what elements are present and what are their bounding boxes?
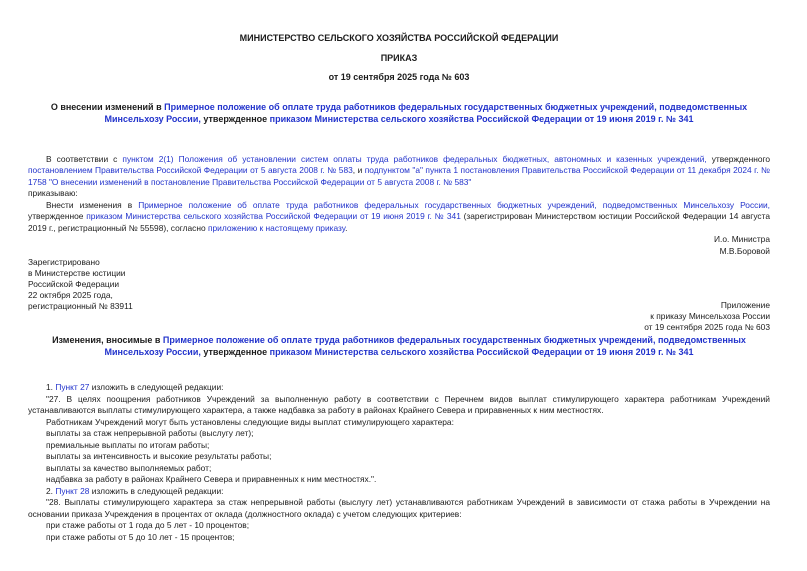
doc-text: , и — [352, 165, 365, 175]
registration-line: Российской Федерации — [28, 279, 120, 289]
doc-text: премиальные выплаты по итогам работы; — [46, 439, 210, 450]
doc-title — [28, 101, 770, 126]
registration-line: Зарегистрировано — [28, 257, 100, 267]
amendment-paragraph — [28, 520, 770, 532]
doc-link[interactable]: приказом Министерства сельского хозяйства Российской Федерации от 19 июня 2019 г. № 341 — [86, 211, 461, 221]
doc-link[interactable]: приказом Министерства сельского хозяйства Российской Федерации от 19 июня 2019 г. № 341 — [269, 346, 694, 357]
appendix-note-block — [28, 300, 770, 333]
doc-text: Работникам Учреждений могут быть установлены следующие виды выплат стимулирующего характера: — [46, 416, 454, 427]
amendment-paragraph — [28, 497, 770, 520]
amendments-section — [28, 382, 770, 543]
doc-link[interactable]: приложению к настоящему приказу — [207, 222, 346, 233]
doc-text: Внести изменения в — [46, 199, 139, 210]
doc-text: 1. — [46, 382, 56, 392]
doc-text: надбавка за работу в районах Крайнего Севера и приравненных к ним местностях.". — [46, 474, 377, 484]
doc-text: "28. Выплаты стимулирующего характера за стаж непрерывной работы (выслугу лет) устанавливаются работникам Учреждений в зависимости от стажа работы в Учреждении на основании приказа Учреждения в процентах от оклада (должностного оклада) с учетом следующих критериев: — [28, 497, 770, 519]
amendment-paragraph — [28, 474, 770, 486]
amendment-paragraph — [28, 382, 770, 394]
doc-text: О внесении изменений в — [50, 101, 165, 112]
doc-text: В соответствии с — [46, 153, 123, 164]
doc-ministry-title: МИНИСТЕРСТВО СЕЛЬСКОГО ХОЗЯЙСТВА РОССИЙСКОЙ ФЕДЕРАЦИИ — [239, 33, 559, 43]
registration-line: в Министерстве юстиции — [28, 268, 126, 278]
appendix-note-line: к приказу Минсельхоза России — [650, 311, 770, 321]
doc-text: Изменения, вносимые в — [52, 335, 163, 345]
doc-text: при стаже работы от 1 года до 5 лет - 10 процентов; — [46, 520, 250, 530]
appendix-note-line: от 19 сентября 2025 года № 603 — [644, 322, 770, 332]
appendix-note-line: Приложение — [720, 300, 770, 310]
amendment-paragraph — [28, 451, 770, 463]
preamble-paragraph — [28, 154, 770, 189]
registration-line: регистрационный № 83911 — [28, 301, 133, 311]
doc-text: выплаты за интенсивность и высокие результаты работы; — [46, 451, 272, 461]
doc-text: утвержденное — [200, 114, 270, 124]
doc-text: 2. — [46, 485, 56, 496]
order-paragraph — [28, 200, 770, 235]
decree-word: приказываю: — [28, 188, 78, 198]
doc-link[interactable]: Пункт 27 — [55, 382, 90, 392]
doc-text: при стаже работы от 5 до 10 лет - 15 процентов; — [46, 531, 235, 542]
amendment-paragraph — [28, 486, 770, 498]
doc-link[interactable]: постановлением Правительства Российской Федерации от 5 августа 2008 г. № 583 — [28, 165, 353, 175]
amendment-paragraph — [28, 440, 770, 452]
doc-link[interactable]: Примерное положение об оплате труда работников федеральных государственных бюджетных учреждений, подведомственных Минсельхозу России, — [104, 335, 746, 357]
registration-line: 22 октября 2025 года, — [28, 290, 113, 300]
amendment-paragraph — [28, 428, 770, 440]
doc-link[interactable]: подпунктом "а" пункта 1 постановления Правительства Российской Федерации от 11 декабря 2024 г. № 1758 "О внесении изменений в постановление Правительства Российской Федерации от 5 августа 2008 г. № 583" — [28, 165, 770, 187]
doc-text: изложить в следующей редакции: — [89, 485, 224, 496]
signature-position: И.о. Министра — [714, 234, 770, 244]
doc-text: выплаты за стаж непрерывной работы (выслугу лет); — [46, 428, 254, 438]
doc-type: ПРИКАЗ — [380, 52, 418, 63]
amendment-paragraph — [28, 417, 770, 429]
doc-text: утвержденное — [200, 346, 270, 357]
doc-text: "27. В целях поощрения работников Учреждений за выполненную работу в соответствии с Перечнем видов выплат стимулирующего характера работникам Учреждений устанавливаются выплаты стимулирующего характера, а также надбавка за работу в районах Крайнего Севера и приравненных к ним местностях. — [28, 393, 770, 415]
doc-text: утвержденное — [28, 211, 87, 221]
doc-link[interactable]: Пункт 28 — [55, 485, 90, 496]
doc-date-number: от 19 сентября 2025 года № 603 — [328, 72, 470, 82]
doc-link[interactable]: пунктом 2(1) Положения об установлении систем оплаты труда работников федеральных бюджетных, автономных и казенных учреждений, — [122, 153, 707, 164]
doc-link[interactable]: Примерное положение об оплате труда работников федеральных государственных бюджетных учреждений, подведомственных Минсельхозу России, — [104, 101, 748, 124]
signature-name: М.В.Боровой — [719, 245, 770, 256]
doc-text: изложить в следующей редакции: — [89, 382, 224, 392]
amendment-paragraph — [28, 394, 770, 417]
amendment-paragraph — [28, 532, 770, 544]
amendment-paragraph — [28, 463, 770, 475]
doc-link[interactable]: Примерное положение об оплате труда работников федеральных государственных бюджетных учреждений, подведомственных Минсельхозу России, — [138, 199, 771, 210]
doc-text: (зарегистрирован Министерством юстиции Российской Федерации 14 августа 2019 г., регистрационный № 55598), согласно — [28, 211, 771, 233]
doc-text: выплаты за качество выполняемых работ; — [46, 462, 212, 473]
doc-text: утвержденного — [706, 153, 771, 164]
doc-text: . — [345, 222, 348, 233]
appendix-title — [28, 335, 770, 358]
doc-link[interactable]: приказом Министерства сельского хозяйства Российской Федерации от 19 июня 2019 г. № 341 — [269, 114, 694, 124]
